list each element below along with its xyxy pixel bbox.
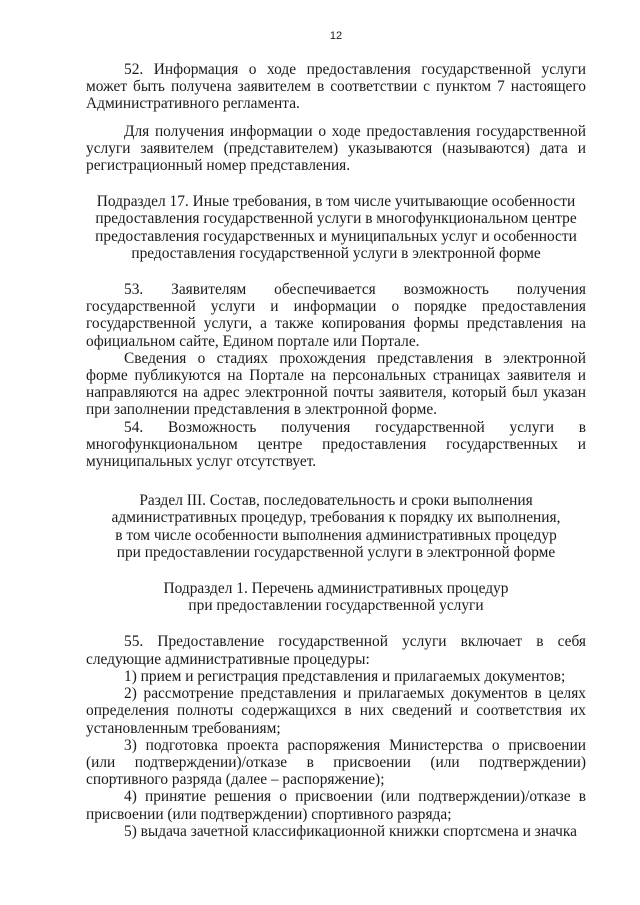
heading-line: при предоставлении государственной услуги в электронной форме xyxy=(116,543,556,561)
heading-line: предоставления государственной услуги в многофункциональном центре xyxy=(95,210,577,228)
subsection-1-heading xyxy=(86,580,586,614)
heading-line: предоставления государственной услуги в электронной форме xyxy=(131,244,541,262)
list-item-2: 2) рассмотрение представления и прилагаемых документов в целях определения полноты содержащихся в них сведений и соответствия их установленным требованиям; xyxy=(86,685,586,737)
heading-line: Подраздел 1. Перечень административных процедур xyxy=(163,580,509,598)
heading-line: административных процедур, требования к порядку их выполнения, xyxy=(111,509,561,527)
section-3-heading xyxy=(86,492,586,561)
list-item-5: 5) выдача зачетной классификационной книжки спортсмена и значка xyxy=(124,822,578,840)
heading-line: Подраздел 17. Иные требования, в том числе учитывающие особенности xyxy=(96,193,576,211)
paragraph-53-status: Сведения о стадиях прохождения представления в электронной форме публикуются на Портале на персональных страницах заявителя и направляются на адрес электронной почты заявителя, который был указан при заполнении представления в электронной форме. xyxy=(86,349,586,419)
paragraph-52-info: Для получения информации о ходе предоставления государственной услуги заявителем (представителем) указываются (называются) дата и регистрационный номер представления. xyxy=(86,122,586,175)
paragraph-54: 54. Возможность получения государственной услуги в многофункциональном центре предоставления государственных и муниципальных услуг отсутствует. xyxy=(86,418,586,471)
list-item-4: 4) принятие решения о присвоении (или подтверждении)/отказе в присвоении (или подтверждении) спортивного разряда; xyxy=(86,788,586,823)
paragraph-55: 55. Предоставление государственной услуги включает в себя следующие административные процедуры: xyxy=(86,633,586,668)
heading-line: Раздел III. Состав, последовательность и сроки выполнения xyxy=(139,492,533,510)
paragraph-53: 53. Заявителям обеспечивается возможность получения государственной услуги и информации о порядке предоставления государственной услуги, а также копирования формы представления на официальном сайте, Едином портале или Портале. xyxy=(86,281,586,350)
list-item-3: 3) подготовка проекта распоряжения Министерства о присвоении (или подтверждении)/отказе в присвоении (или подтверждении) спортивного разряда (далее – распоряжение); xyxy=(86,736,586,789)
page-number: 12 xyxy=(329,30,343,42)
paragraph-52: 52. Информация о ходе предоставления государственной услуги может быть получена заявителем в соответствии с пунктом 7 настоящего Административного регламента. xyxy=(86,61,586,113)
heading-line: при предоставлении государственной услуги xyxy=(188,597,484,615)
heading-line: предоставления государственных и муниципальных услуг и особенности xyxy=(95,227,577,245)
subsection-17-heading xyxy=(86,193,586,262)
heading-line: в том числе особенности выполнения административных процедур xyxy=(115,526,557,544)
list-item-1: 1) прием и регистрация представления и прилагаемых документов; xyxy=(124,667,566,685)
